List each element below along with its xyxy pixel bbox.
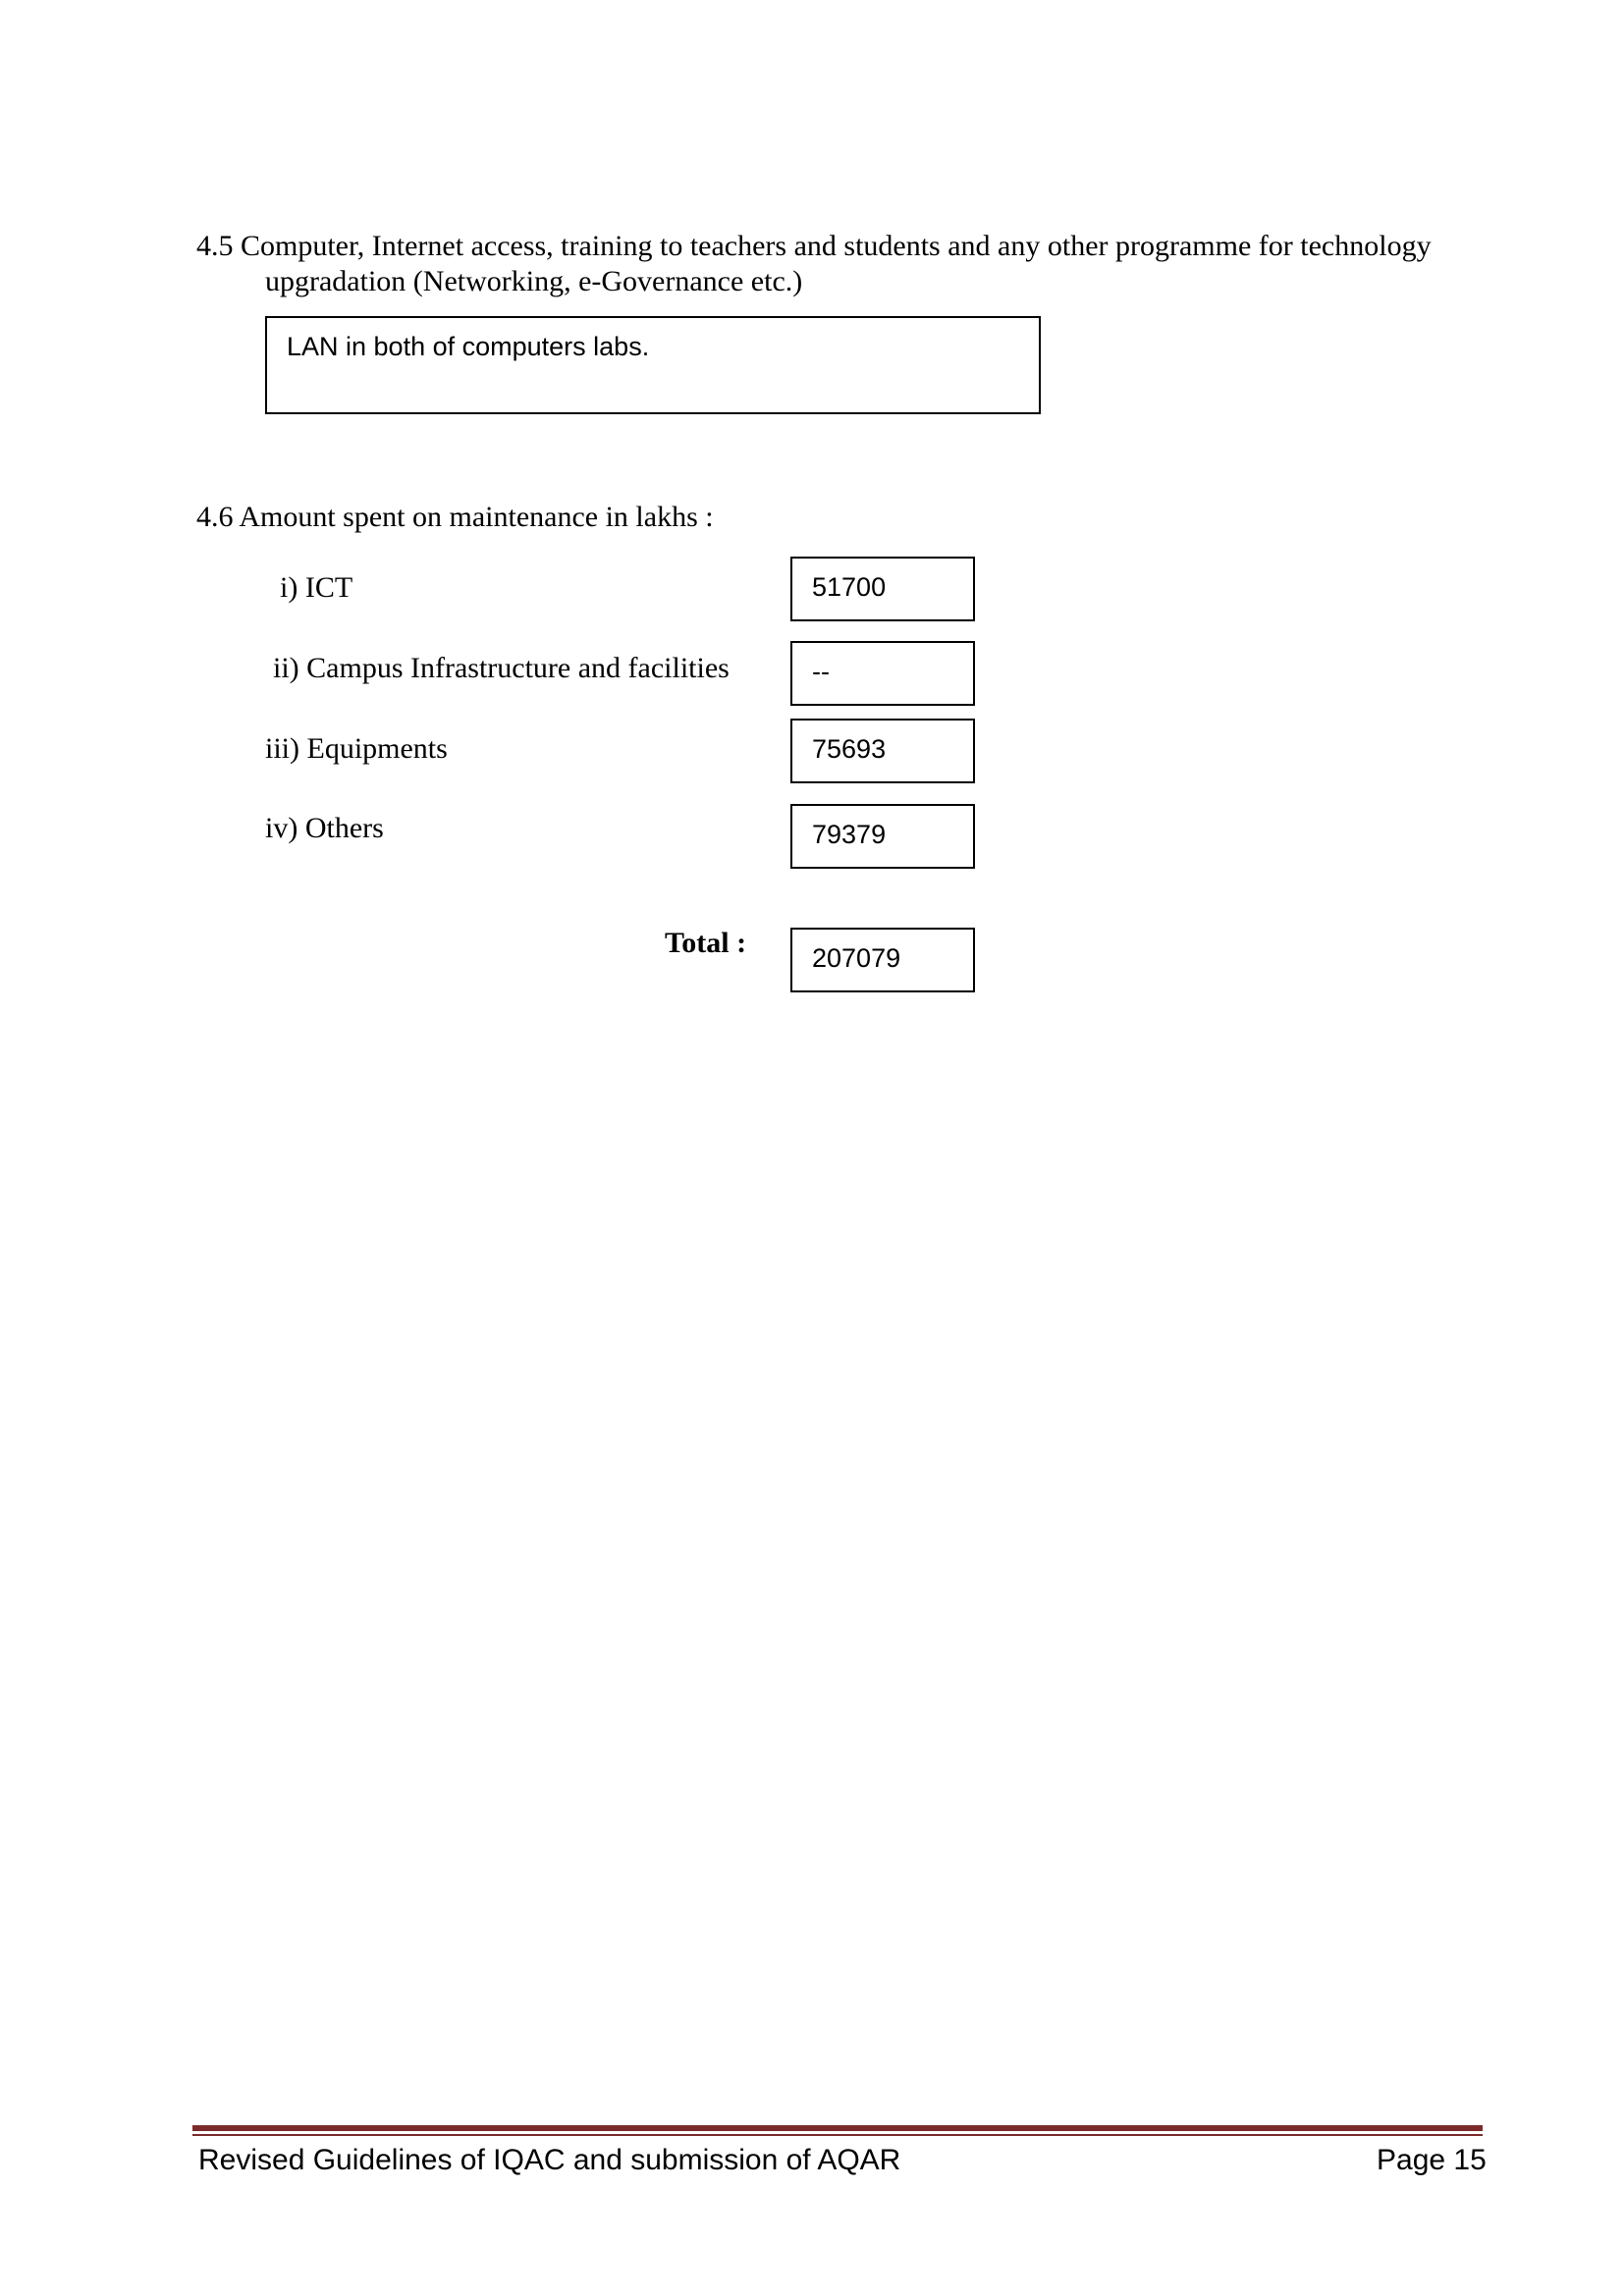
footer-rule-thin <box>192 2134 1483 2136</box>
answer-4-5-text: LAN in both of computers labs. <box>287 332 650 361</box>
total-label: Total : <box>665 927 747 959</box>
item-equipments-value: 75693 <box>812 734 887 764</box>
total-value-box <box>790 928 975 992</box>
footer-page-number: Page 15 <box>1377 2144 1487 2176</box>
item-campus-value-box <box>790 641 975 706</box>
item-others-value-box <box>790 804 975 869</box>
question-4-6-heading: 4.6 Amount spent on maintenance in lakhs : <box>196 501 714 533</box>
item-ict-value: 51700 <box>812 572 887 602</box>
item-others-value: 79379 <box>812 820 887 849</box>
item-campus-label: ii) Campus Infrastructure and facilities <box>273 652 730 684</box>
total-value: 207079 <box>812 943 901 973</box>
item-others-label: iv) Others <box>265 812 384 844</box>
answer-4-5-box <box>265 316 1041 414</box>
footer-rule-thick <box>192 2125 1483 2131</box>
question-4-5-line-1: 4.5 Computer, Internet access, training to teachers and students and any other programme for technology <box>196 230 1432 262</box>
item-ict-label: i) ICT <box>280 571 353 604</box>
item-equipments-value-box <box>790 719 975 783</box>
item-ict-value-box <box>790 557 975 621</box>
item-campus-value: -- <box>812 657 830 686</box>
item-equipments-label: iii) Equipments <box>265 732 448 765</box>
footer-title: Revised Guidelines of IQAC and submission of AQAR <box>198 2144 901 2176</box>
question-4-5-line-2: upgradation (Networking, e-Governance etc.) <box>265 265 803 297</box>
